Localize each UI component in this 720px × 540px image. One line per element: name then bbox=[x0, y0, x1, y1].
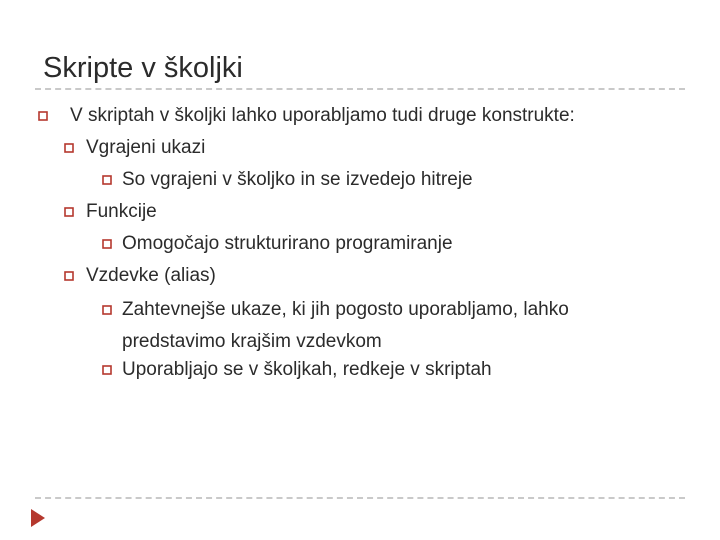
bullet-square-icon bbox=[64, 271, 74, 281]
bullet-text: Vzdevke (alias) bbox=[86, 265, 216, 286]
bullet-text: Zahtevnejše ukaze, ki jih pogosto uporabljamo, lahko predstavimo krajšim vzdevkom bbox=[122, 299, 569, 352]
bullet-square-icon bbox=[38, 111, 48, 121]
bullet-item-level-2 bbox=[64, 196, 157, 228]
bullet-item-level-3 bbox=[102, 294, 642, 358]
footer-divider bbox=[35, 497, 685, 499]
bullet-item-level-3 bbox=[102, 228, 642, 260]
bullet-text: Uporabljajo se v školjkah, redkeje v skriptah bbox=[122, 359, 492, 380]
bullet-square-icon bbox=[102, 239, 112, 249]
bullet-item-level-2 bbox=[64, 132, 205, 164]
bullet-item-level-1 bbox=[38, 100, 575, 132]
bullet-text: Vgrajeni ukazi bbox=[86, 137, 206, 158]
bullet-square-icon bbox=[102, 305, 112, 315]
bullet-square-icon bbox=[102, 365, 112, 375]
bullet-square-icon bbox=[64, 207, 74, 217]
slide-title: Skripte v školjki bbox=[43, 52, 243, 84]
title-divider bbox=[35, 88, 685, 90]
bullet-square-icon bbox=[64, 143, 74, 153]
bullet-text: So vgrajeni v školjko in se izvedejo hitreje bbox=[122, 169, 473, 190]
triangle-arrow-icon bbox=[30, 508, 46, 528]
bullet-square-icon bbox=[102, 175, 112, 185]
bullet-text: Omogočajo strukturirano programiranje bbox=[122, 233, 453, 254]
bullet-item-level-3 bbox=[102, 354, 642, 386]
bullet-item-level-2 bbox=[64, 260, 216, 292]
bullet-text: Funkcije bbox=[86, 201, 157, 222]
bullet-item-level-3 bbox=[102, 164, 642, 196]
bullet-text: V skriptah v školjki lahko uporabljamo tudi druge konstrukte: bbox=[70, 105, 575, 126]
